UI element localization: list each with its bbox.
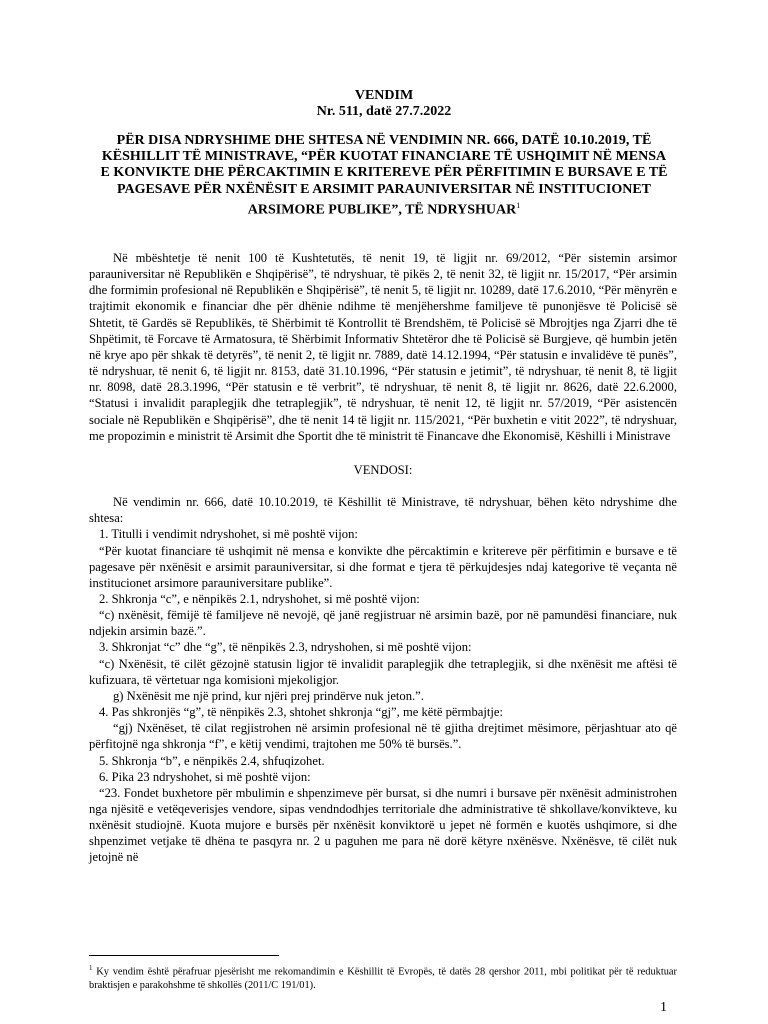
item-1: 1. Titulli i vendimit ndryshohet, si më poshtë vijon: bbox=[99, 527, 358, 542]
footnote-text: Ky vendim është përafruar pjesërisht me rekomandimin e Këshillit të Evropës, të datës 28 qershor 2011, mbi politikat për të reduktuar braktisjen e parakohshme të shkollës (2011/C 191/01). bbox=[89, 966, 677, 992]
item-3: 3. Shkronjat “c” dhe “g”, të nënpikës 2.3, ndryshohen, si më poshtë vijon: bbox=[99, 640, 472, 655]
item-2-text: “c) nxënësit, fëmijë të familjeve në nevojë, që janë regjistruar në arsimin bazë, por në pamundësi financiare, nuk ndjekin arsimin bazë.”. bbox=[89, 608, 677, 639]
item-4-text: “gj) Nxënëset, të cilat regjistrohen në arsimin profesional në të gjitha drejtimet mësimore, përjashtuar ato që përfitojnë nga shkronja “f”, e këtij vendimi, trajtohen me 50% të bursës.”. bbox=[89, 721, 677, 752]
item-1-text: “Për kuotat financiare të ushqimit në mensa e konvikte dhe përcaktimin e kritereve për përfitimin e bursave e të pagesave për nxënësit e arsimit parauniversitar, si dhe format e tjera të përkujdesjes ndaj kategorive të veçanta në institucionet arsimore parauniversitare publike”. bbox=[89, 543, 677, 590]
page-number: 1 bbox=[660, 1000, 667, 1015]
preamble-paragraph: Në mbështetje të nenit 100 të Kushtetutës, të nenit 19, të ligjit nr. 69/2012, “Për sistemin arsimor parauniversitar në Republikën e Shqipërisë”, të ndryshuar, të pikës 2, të nenit 32, të ligjit nr. 15/2017, “Për arsimin dhe formimin profesional në Republikën e Shqipërisë”, të nenit 5, të ligjit nr. 10289, datë 17.6.2010, “Për mënyrën e trajtimit ekonomik e financiar dhe për dhënie ndihme të menjëhershme familjeve të punonjësve të Policisë së Shtetit, të Gardës së Republikës, të Shërbimit të Kontrollit të Brendshëm, të Policisë së Mbrojtjes nga Zjarri dhe të Shpëtimit, të Forcave të Armatosura, të Shërbimit Informativ Shtetëror dhe të Policisë së Burgjeve, që humbin jetën në krye apo për shkak të detyrës”, të nenit 2, të ligjit nr. 7889, datë 14.12.1994, “Për statusin e invalidëve të punës”, të ndryshuar, të nenit 6, të ligjit nr. 8153, datë 31.10.1996, “Për statusin e jetimit”, të ndryshuar, të nenit 8, të ligjit nr. 8098, datë 28.3.1996, “Për statusin e të verbrit”, të ndryshuar, të nenit 8, të ligjit nr. 8626, datë 22.6.2000, “Statusi i invalidit paraplegjik dhe tetraplegjik”, të ndryshuar, të nenit 12, të ligjit nr. 57/2019, “Për asistencën sociale në Republikën e Shqipërisë”, dhe të nenit 14 të ligjit nr. 115/2021, “Për buxhetin e vitit 2022”, të ndryshuar, me propozimin e ministrit të Arsimit dhe Sportit dhe të ministrit të Financave dhe Ekonomisë, Këshilli i Ministrave bbox=[89, 251, 677, 443]
footnote bbox=[89, 961, 677, 993]
decision-title: VENDIM bbox=[354, 88, 414, 103]
item-2: 2. Shkronja “c”, e nënpikës 2.1, ndryshohet, si më poshtë vijon: bbox=[99, 591, 420, 606]
document-body bbox=[89, 250, 677, 866]
item-5: 5. Shkronja “b”, e nënpikës 2.4, shfuqizohet. bbox=[99, 753, 325, 768]
item-4: 4. Pas shkronjës “g”, të nënpikës 2.3, shtohet shkronja “gj”, me këtë përmbajtje: bbox=[99, 705, 503, 720]
intro-paragraph: Në vendimin nr. 666, datë 10.10.2019, të Këshillit të Ministrave, të ndryshuar, bëhen këto ndryshime dhe shtesa: bbox=[89, 495, 677, 526]
decides-heading: VENDOSI: bbox=[353, 462, 413, 477]
decision-number-date: Nr. 511, datë 27.7.2022 bbox=[316, 104, 452, 119]
footnote-divider bbox=[89, 955, 279, 956]
footnote-mark: 1 bbox=[89, 964, 93, 972]
heading-text: PËR DISA NDRYSHIME DHE SHTESA NË VENDIMIN NR. 666, DATË 10.10.2019, TË KËSHILLIT TË MINISTRAVE, “PËR KUOTAT FINANCIARE TË USHQIMIT NË MENSA E KONVIKTE DHE PËRCAKTIMIN E KRITEREVE PËR PËRFITIMIN E BURSAVE E TË PAGESAVE PËR NXËNËSIT E ARSIMIT PARAUNIVERSITAR NË INSTITUCIONET ARSIMORE PUBLIKE”, TË NDRYSHUAR bbox=[100, 133, 668, 218]
item-6: 6. Pika 23 ndryshohet, si më poshtë vijon: bbox=[99, 769, 311, 784]
heading-footnote-mark[interactable]: 1 bbox=[516, 200, 521, 210]
decision-heading bbox=[98, 133, 670, 219]
item-6-text: “23. Fondet buxhetore për mbulimin e shpenzimeve për bursat, si dhe numri i bursave për nxënësit administrohen nga njësitë e vetëqeverisjes vendore, sipas vendndodhjes territoriale dhe administrative të shkollave/konvikteve, ku nxënësit studiojnë. Kuota mujore e bursës për nxënësit konviktorë u jepet në formën e kuotës ushqimore, si dhe shpenzimet vetjake të dhëna te pasqyra nr. 2 u paguhen me para në dorë këtyre nxënësve. Nxënësve, të cilët nuk jetojnë në bbox=[89, 785, 677, 865]
item-3-text-c: “c) Nxënësit, të cilët gëzojnë statusin ligjor të invalidit paraplegjik dhe tetraplegjik, si dhe nxënësit me aftësi të kufizuara, të vërtetuar nga komisioni mjekoligjor. bbox=[89, 656, 677, 687]
item-3-text-g: g) Nxënësit me një prind, kur njëri prej prindërve nuk jeton.”. bbox=[113, 688, 424, 703]
